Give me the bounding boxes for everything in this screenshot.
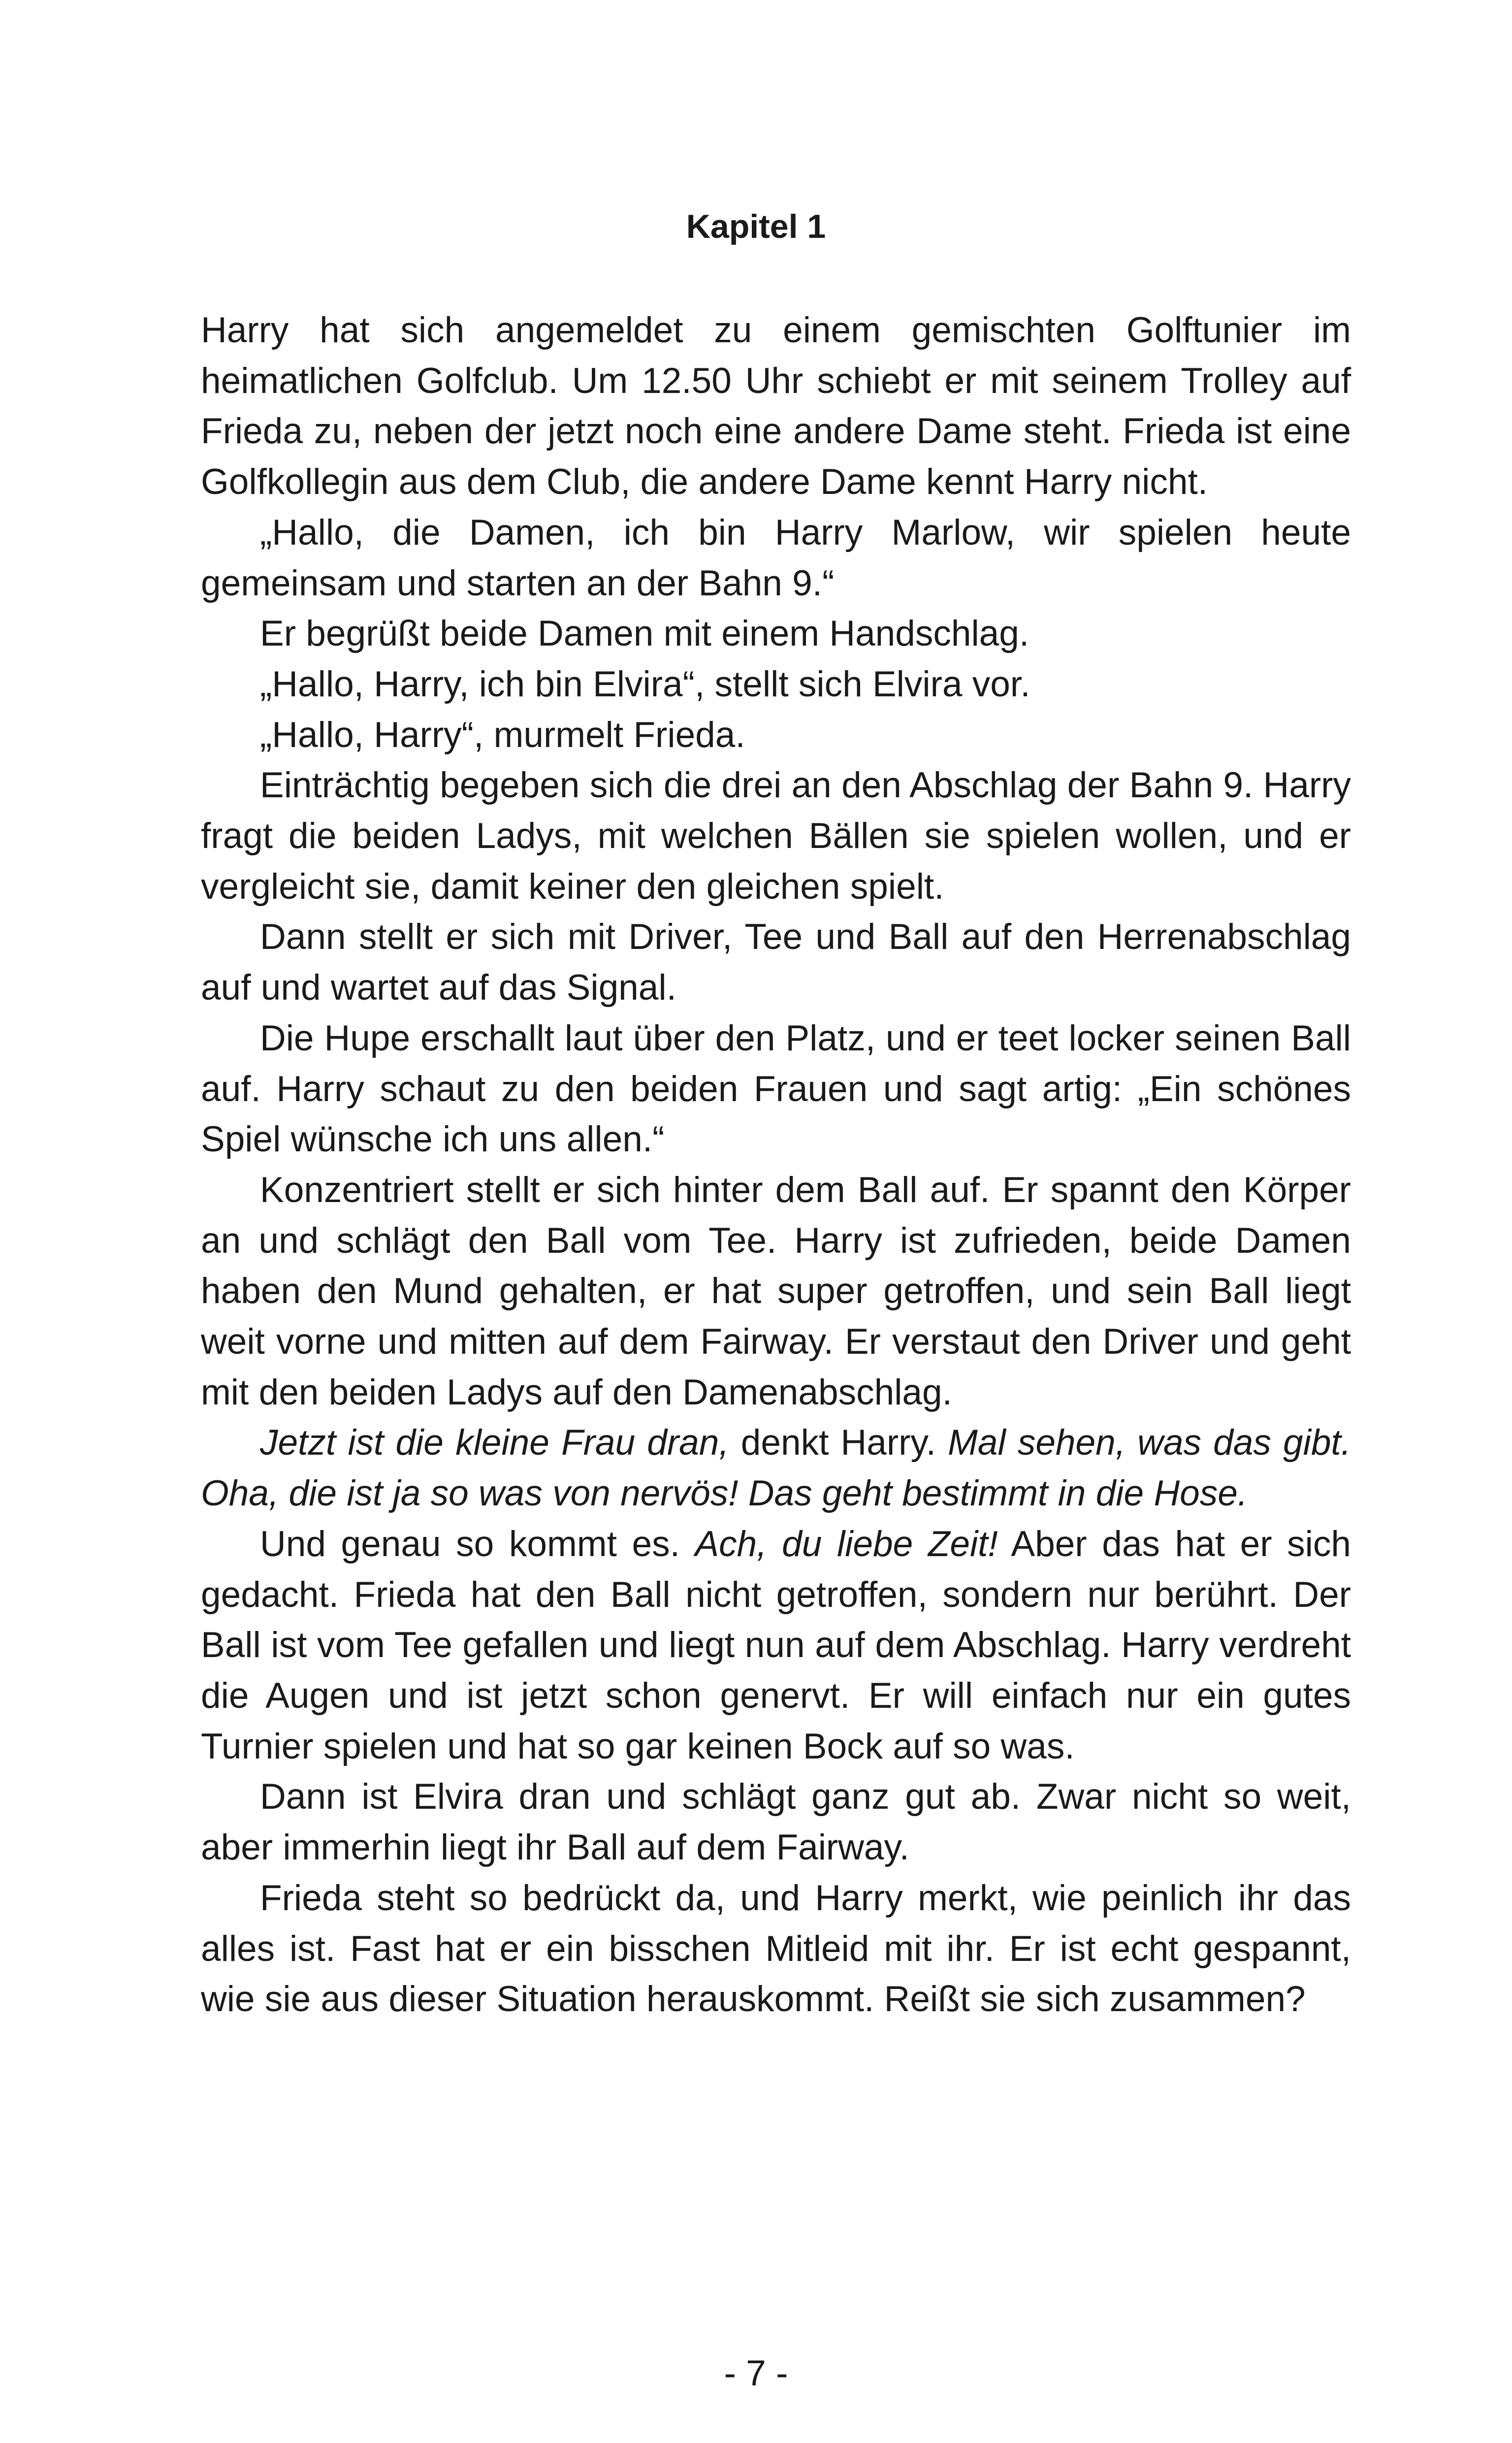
- paragraph: Frieda steht so bedrückt da, und Harry merkt, wie peinlich ihr das alles ist. Fast hat er ein bisschen Mitleid mit ihr. Er ist echt gespannt, wie sie aus dieser Situation herauskommt. Reißt sie sich zusammen?: [201, 1878, 1351, 2020]
- paragraph: Einträchtig begeben sich die drei an den Abschlag der Bahn 9. Harry fragt die beiden Ladys, mit welchen Bällen sie spielen wollen, und er vergleicht sie, damit keiner den gleichen spielt.: [201, 765, 1351, 907]
- narration-text: Und genau so kommt es.: [260, 1524, 695, 1564]
- paragraph: „Hallo, Harry“, murmelt Frieda.: [260, 715, 745, 755]
- italic-thought: Ach, du liebe Zeit!: [695, 1524, 998, 1564]
- italic-thought: Mal sehen, was das gibt. Oha, die ist ja so was von nervös! Das geht bestimmt in die Hose.: [201, 1423, 1351, 1514]
- paragraph: Die Hupe erschallt laut über den Platz, und er teet locker seinen Ball auf. Harry schaut zu den beiden Frauen und sagt artig: „Ein schönes Spiel wünsche ich uns allen.“: [201, 1018, 1351, 1160]
- paragraph: Dann stellt er sich mit Driver, Tee und Ball auf den Herrenabschlag auf und wartet auf das Signal.: [201, 917, 1351, 1008]
- paragraph: Harry hat sich angemeldet zu einem gemischten Golftunier im heimatlichen Golfclub. Um 12.50 Uhr schiebt er mit seinem Trolley auf Frieda zu, neben der jetzt noch eine andere Dame steht. Frieda ist eine Golfkollegin aus dem Club, die andere Dame kennt Harry nicht.: [201, 310, 1351, 502]
- italic-thought: Jetzt ist die kleine Frau dran,: [260, 1423, 729, 1463]
- body-text: [201, 305, 1351, 2025]
- narration-text: denkt Harry.: [729, 1423, 948, 1463]
- paragraph-thoughts: [201, 1418, 1351, 1519]
- narration-text: Aber das hat er sich gedacht. Frieda hat den Ball nicht getroffen, sondern nur berührt. Der Ball ist vom Tee gefallen und liegt nun auf dem Abschlag. Harry verdreht die Augen und ist jetzt schon genervt. Er will einfach nur ein gutes Turnier spielen und hat so gar keinen Bock auf so was.: [201, 1524, 1351, 1766]
- paragraph: „Hallo, Harry, ich bin Elvira“, stellt sich Elvira vor.: [260, 664, 1030, 704]
- paragraph: Konzentriert stellt er sich hinter dem Ball auf. Er spannt den Körper an und schlägt den Ball vom Tee. Harry ist zufrieden, beide Damen haben den Mund gehalten, er hat super getroffen, und sein Ball liegt weit vorne und mitten auf dem Fairway. Er verstaut den Driver und geht mit den beiden Ladys auf den Damenabschlag.: [201, 1170, 1351, 1412]
- page-number: - 7 -: [724, 2353, 788, 2393]
- paragraph: Dann ist Elvira dran und schlägt ganz gut ab. Zwar nicht so weit, aber immerhin liegt ihr Ball auf dem Fairway.: [201, 1777, 1351, 1868]
- chapter-title: Kapitel 1: [686, 208, 826, 245]
- paragraph-genau: [201, 1519, 1351, 1772]
- paragraph: Er begrüßt beide Damen mit einem Handschlag.: [260, 614, 1029, 654]
- paragraph: „Hallo, die Damen, ich bin Harry Marlow, wir spielen heute gemeinsam und starten an der Bahn 9.“: [201, 512, 1351, 603]
